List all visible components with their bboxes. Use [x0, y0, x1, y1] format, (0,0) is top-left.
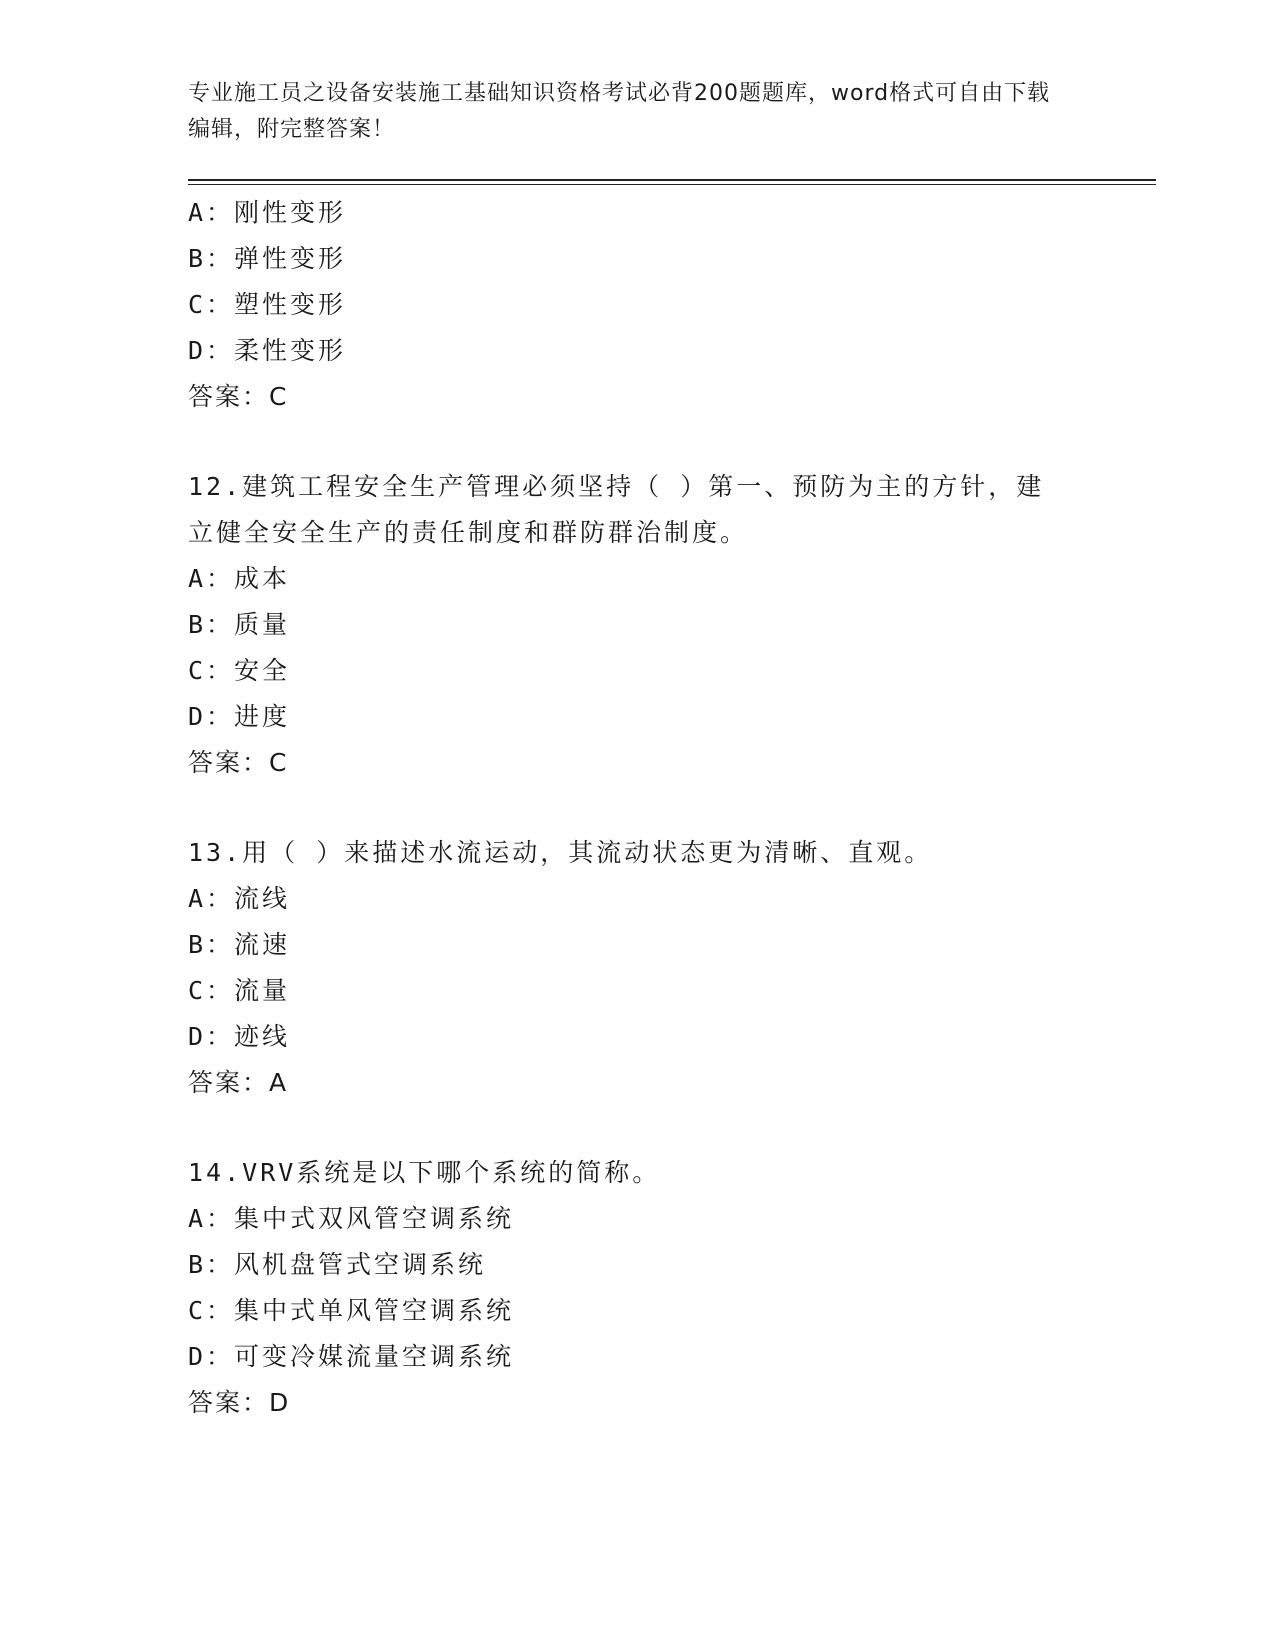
option-d: D：可变冷媒流量空调系统	[188, 1342, 515, 1371]
option-a: A：集中式双风管空调系统	[188, 1204, 515, 1233]
header-divider-thick	[188, 179, 1156, 181]
option-c: C：集中式单风管空调系统	[188, 1296, 515, 1325]
option-b: B：质量	[188, 610, 291, 639]
document-header: 专业施工员之设备安装施工基础知识资格考试必背200题题库，word格式可自由下载编辑，附完整答案！	[188, 81, 1051, 142]
answer-line: 答案：C	[188, 748, 289, 777]
answer-line: 答案：C	[188, 382, 289, 411]
answer-line: 答案：A	[188, 1068, 289, 1097]
option-a: A：成本	[188, 564, 291, 593]
option-c: C：流量	[188, 976, 291, 1005]
option-d: D：进度	[188, 702, 291, 731]
spacer	[188, 420, 1068, 464]
question-text: 12.建筑工程安全生产管理必须坚持（ ）第一、预防为主的方针，建立健全安全生产的责任制度和群防群治制度。	[188, 472, 1045, 547]
question-list	[188, 190, 1068, 1426]
question-text: 13.用（ ）来描述水流运动，其流动状态更为清晰、直观。	[188, 838, 933, 867]
option-b: B：弹性变形	[188, 244, 347, 273]
question-block-12	[188, 464, 1068, 786]
option-a: A：刚性变形	[188, 198, 347, 227]
option-c: C：安全	[188, 656, 291, 685]
question-block-14	[188, 1150, 1068, 1426]
option-b: B：流速	[188, 930, 291, 959]
spacer	[188, 1106, 1068, 1150]
question-block-13	[188, 830, 1068, 1106]
question-text: 14.VRV系统是以下哪个系统的简称。	[188, 1158, 661, 1187]
option-b: B：风机盘管式空调系统	[188, 1250, 487, 1279]
option-a: A：流线	[188, 884, 291, 913]
spacer	[188, 786, 1068, 830]
option-c: C：塑性变形	[188, 290, 347, 319]
question-block-11	[188, 190, 1068, 420]
option-d: D：柔性变形	[188, 336, 347, 365]
answer-line: 答案：D	[188, 1388, 291, 1417]
option-d: D：迹线	[188, 1022, 291, 1051]
header-divider-thin	[188, 184, 1156, 185]
